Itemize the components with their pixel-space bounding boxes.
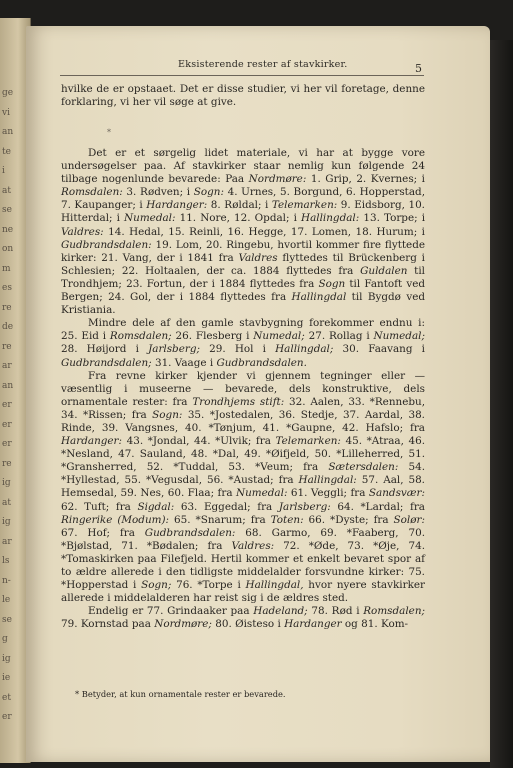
text-run: flyttedes til Brückenberg i Schlesien; 22. Holtaalen, der ca. 1884 flyttedes fra (61, 251, 425, 277)
place-name: Gudbrandsdalen: (144, 526, 236, 539)
place-name: Hallingdal, (245, 579, 304, 592)
place-name: Trondhjems stift: (192, 395, 285, 408)
text-run: Det er et sørgelig lidet materiale, vi har at bygge vore undersøgelser paa. Af stavkirker staar nemlig kun følgende 24 tilbage nogenlunde bevarede: Paa (61, 147, 425, 186)
facing-page-fragment: vi (2, 107, 10, 118)
place-name: Telemarken: (275, 435, 341, 448)
text-run: 79. Kornstad paa (61, 618, 155, 631)
text-run: 29. Hol i (199, 343, 276, 356)
place-name: Ringerike (Modum): (61, 513, 170, 526)
facing-page-fragment: er (2, 400, 12, 410)
place-name: Hallingdal: (301, 212, 360, 225)
facing-page-fragment: ar (2, 361, 12, 371)
facing-page-fragment: se (2, 205, 12, 215)
text-run: 68. Garmo, 69. *Faaberg, 70. *Bjølstad, 71. *Bødalen; fra (61, 526, 425, 552)
facing-page-fragment: er (2, 439, 12, 449)
text-run: 19. Lom, 20. Ringebu, hvortil kommer fire flyttede kirker: 21. Vang, der i 1841 fra (61, 238, 425, 264)
facing-page-fragment: es (2, 283, 12, 293)
body-text (61, 147, 425, 631)
facing-page-fragment: at (2, 185, 11, 196)
place-name: Guldalen (360, 264, 408, 277)
place-name: Toten: (270, 513, 304, 526)
header-rule (60, 75, 424, 76)
text-run: 30. Faavang i (333, 343, 426, 356)
text-run: 45. *Atraa, 46. *Nesland, 47. Sauland, 48. *Dal, 49. *Øifjeld, 50. *Lilleherred, 51. *Gransherred, 52. *Tuddal, 53. *Veum; fra (61, 435, 426, 474)
place-name: Sogn (318, 277, 346, 290)
place-name: Valdres: (61, 225, 104, 238)
text-run: hvor nyere stavkirker allerede i middelalderen har reist sig i de ældres sted. (61, 579, 425, 605)
place-name: Numedal: (124, 212, 176, 225)
text-run: 1. Grip, 2. Kvernes; i (306, 173, 425, 186)
intro-text: hvilke de er opstaaet. Det er disse studier, vi her vil foretage, denne forklaring, vi her vil søge at give. (61, 83, 425, 109)
text-run: og 81. Kom- (341, 618, 409, 631)
place-name: Hallingdal: (298, 474, 357, 487)
place-name: Gudbrandsdalen. (216, 356, 307, 369)
facing-page-fragment: an (2, 127, 14, 137)
facing-page-fragment: re (2, 302, 12, 313)
place-name: Hardanger: (61, 435, 123, 448)
place-name: Hadeland; (253, 605, 308, 618)
facing-page-fragment: ig (2, 478, 11, 488)
body-paragraph (61, 605, 425, 631)
facing-page-fragment: n- (2, 575, 11, 586)
text-run: 57. Aal, 58. Hemsedal, 59. Nes, 60. Flaa; fra (61, 474, 425, 500)
place-name: Numedal: (236, 487, 288, 500)
place-name: Nordmøre; (154, 618, 212, 631)
place-name: Telemarken: (271, 199, 338, 212)
text-run: 28. Høijord i (61, 343, 149, 356)
place-name: Sogn; (141, 579, 172, 592)
place-name: Sogn: (193, 186, 224, 199)
place-name: Hardanger (284, 618, 342, 631)
place-name: Valdres: (231, 539, 275, 552)
text-run: Mindre dele af den gamle stavbygning forekommer endnu i: 25. Eid i (61, 317, 425, 343)
facing-page-fragment: er (2, 419, 12, 430)
facing-page-fragment: ig (2, 517, 11, 527)
text-run: 3. Rødven; i (122, 186, 194, 199)
facing-page-fragment: an (2, 380, 14, 391)
text-run: 14. Hedal, 15. Reinli, 16. Hegge, 17. Lomen, 18. Hurum; i (103, 225, 425, 238)
intro-paragraph (61, 83, 425, 109)
place-name: Jarlsberg: (278, 500, 331, 513)
text-run: 76. *Torpe i (171, 579, 246, 592)
text-run: 4. Urnes, 5. Borgund, 6. Hopperstad, 7. Kaupanger; i (61, 186, 425, 212)
place-name: Sigdal: (137, 500, 175, 513)
body-paragraph (61, 317, 425, 369)
place-name: Numedal; (253, 330, 305, 343)
facing-page-fragment: ig (2, 653, 11, 664)
text-run: 8. Røldal; i (207, 199, 272, 212)
place-name: Solør: (393, 513, 425, 526)
text-run: 11. Nore, 12. Opdal; i (175, 212, 302, 225)
place-name: Valdres (238, 251, 278, 264)
facing-page-fragment: er (2, 712, 12, 722)
text-run: 54. *Hyllestad, 55. *Vegusdal, 56. *Austad; fra (61, 461, 426, 487)
text-run: 80. Øisteso i (211, 618, 285, 631)
facing-page-fragment: et (2, 692, 11, 703)
facing-page-fragment: le (2, 595, 11, 605)
text-run: 65. *Snarum; fra (169, 513, 271, 526)
facing-page-fragment: i (2, 166, 5, 176)
place-name: Gudbrandsdalen: (61, 238, 152, 251)
place-name: Gudbrandsdalen; (61, 356, 152, 369)
facing-page-fragment: m (2, 263, 11, 274)
text-run: 35. *Jostedalen, 36. Stedje, 37. Aardal, 38. Rinde, 39. Vangsnes, 40. *Tønjum, 41. *Gaupne, 42. Hafslo; fra (61, 408, 425, 434)
body-paragraph (61, 370, 425, 606)
section-separator-mark: * (107, 128, 111, 137)
facing-page-fragment: re (2, 458, 12, 469)
facing-page-fragment: ge (2, 88, 14, 98)
place-name: Numedal; (373, 330, 425, 343)
place-name: Hallingdal; (275, 343, 334, 356)
text-run: til Fantoft ved Bergen; 24. Gol, der i 1884 flyttedes fra (61, 277, 425, 304)
place-name: Jarlsberg; (148, 343, 200, 356)
text-run: Endelig er 77. Grindaaker paa (88, 605, 254, 618)
text-run: Fra revne kirker kjender vi gjennem tegninger eller — væsentlig i museerne — bevarede, dels konstruktive, dels ornamentale rester: fra (61, 369, 425, 408)
text-run: 61. Veggli; fra (287, 487, 369, 500)
text-run: 31. Vaage i (151, 356, 217, 369)
book-edge-shadow (490, 40, 513, 768)
text-run: 26. Flesberg i (171, 330, 254, 343)
facing-page-fragment: se (2, 614, 12, 625)
facing-page-fragment: ie (2, 673, 11, 683)
text-run: 72. *Øde, 73. *Øje, 74. *Tomaskirken paa Filefjeld. Hertil kommer et enkelt bevaret spor af to ældre allerede i den tidligste middelalder forsvundne kirker: 75. *Hopperstad i (61, 539, 425, 592)
facing-page-fragment: ne (2, 224, 14, 235)
text-run: til Trondhjem; 23. Fortun, der i 1884 flyttedes fra (61, 264, 425, 290)
text-run: 43. *Jondal, 44. *Ulvik; fra (122, 435, 276, 448)
place-name: Hardanger: (146, 199, 208, 212)
text-run: 13. Torpe; i (359, 212, 426, 225)
place-name: Sætersdalen: (328, 461, 399, 474)
text-run: 9. Eidsborg, 10. Hitterdal; i (61, 199, 425, 225)
facing-page-fragment: ls (2, 556, 10, 566)
place-name: Romsdalen; (109, 330, 172, 343)
facing-page-fragment: de (2, 322, 14, 332)
text-run: til Bygdø ved Kristiania. (61, 291, 425, 317)
facing-page-fragment: re (2, 341, 12, 352)
body-paragraph (61, 147, 425, 317)
facing-page-fragment: g (2, 634, 8, 644)
place-name: Romsdalen; (363, 605, 426, 618)
text-run: 78. Rød i (307, 605, 364, 618)
text-run: 67. Hof; fra (61, 526, 145, 539)
footnote: * Betyder, at kun ornamentale rester er bevarede. (75, 689, 286, 699)
place-name: Sandsvær: (368, 487, 425, 500)
text-run: 64. *Lardal; fra (330, 500, 426, 513)
facing-page-fragment: on (2, 244, 14, 254)
facing-page-fragment: ar (2, 536, 12, 547)
place-name: Hallingdal (291, 291, 347, 304)
place-name: Sogn: (152, 408, 183, 421)
page-number: 5 (415, 62, 422, 75)
text-run: 62. Tuft; fra (61, 500, 138, 513)
text-run: 32. Aalen, 33. *Rennebu, 34. *Rissen; fra (61, 395, 425, 421)
facing-page-fragment: te (2, 146, 11, 157)
text-run: 63. Eggedal; fra (174, 500, 279, 513)
text-run: 27. Rollag i (304, 330, 374, 343)
running-head: Eksisterende rester af stavkirker. (178, 59, 348, 70)
text-run: 66. *Dyste; fra (303, 513, 394, 526)
facing-page-fragment: at (2, 497, 11, 508)
place-name: Romsdalen: (61, 186, 123, 199)
place-name: Nordmøre: (248, 173, 307, 186)
